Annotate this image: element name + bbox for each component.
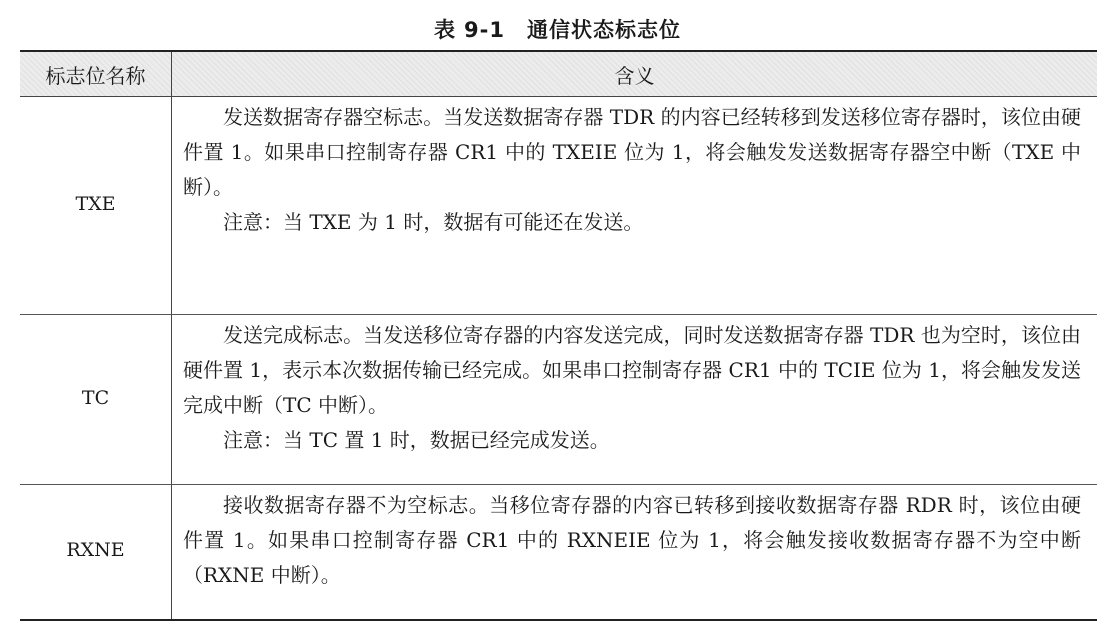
caption-number: 9-1 [464,18,505,42]
caption-prefix: 表 [434,18,457,42]
flag-name-cell: TC [20,315,172,484]
table-row [20,315,1097,485]
meaning-cell [172,97,1097,314]
table-caption [0,14,1115,44]
header-meaning: 含义 [614,63,655,88]
meaning-paragraph: 发送数据寄存器空标志。当发送数据寄存器 TDR 的内容已经转移到发送移位寄存器时，该位由硬件置 1。如果串口控制寄存器 CR1 中的 TXEIE 位为 1，将会触发发送数据寄存器空中断（TXE 中断）。 [183,105,1081,199]
table-header-row [20,52,1097,97]
meaning-cell [172,485,1097,619]
caption-title: 通信状态标志位 [526,18,681,42]
note-paragraph: 注意：当 TC 置 1 时，数据已经完成发送。 [223,428,610,452]
note-paragraph: 注意：当 TXE 为 1 时，数据有可能还在发送。 [223,210,644,234]
status-flags-table [20,50,1097,621]
flag-name-cell: RXNE [20,485,172,619]
table-row [20,97,1097,315]
meaning-paragraph: 发送完成标志。当发送移位寄存器的内容发送完成，同时发送数据寄存器 TDR 也为空时，该位由硬件置 1，表示本次数据传输已经完成。如果串口控制寄存器 CR1 中的 TCIE 位为 1，将会触发发送完成中断（TC 中断）。 [183,323,1081,417]
header-flag-name: 标志位名称 [20,52,172,96]
table-row [20,485,1097,619]
meaning-paragraph: 接收数据寄存器不为空标志。当移位寄存器的内容已转移到接收数据寄存器 RDR 时，该位由硬件置 1。如果串口控制寄存器 CR1 中的 RXNEIE 位为 1，将会触发接收数据寄存器不为空中断（RXNE 中断）。 [183,493,1081,587]
flag-name-cell: TXE [20,97,172,314]
meaning-cell [172,315,1097,484]
